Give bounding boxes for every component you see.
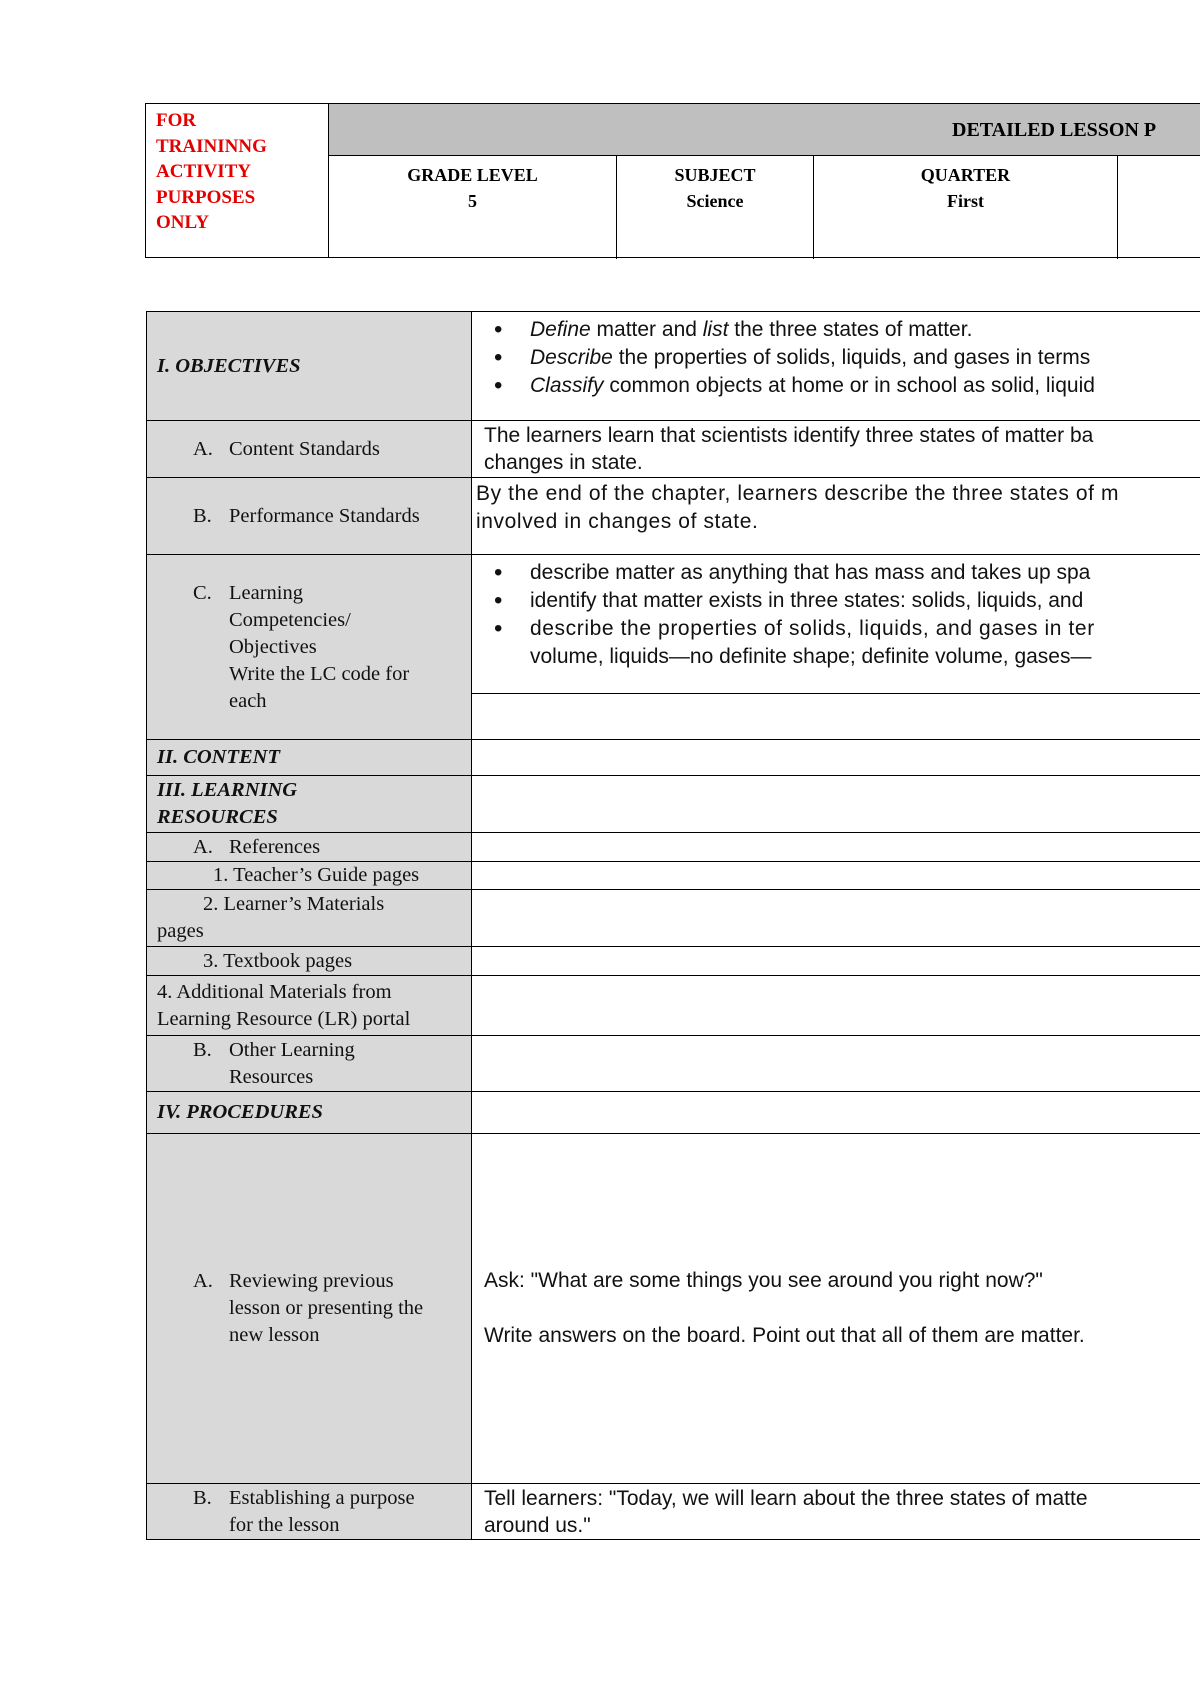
reviewing-ask: Ask: "What are some things you see around you right now?" bbox=[484, 1269, 1043, 1292]
performance-standards-label: Performance Standards bbox=[229, 504, 420, 527]
learning-competencies-label: Learning Competencies/ Objectives Write the LC code for each bbox=[229, 581, 410, 712]
procedures-label: IV. PROCEDURES bbox=[157, 1101, 323, 1123]
lesson-plan-table bbox=[146, 311, 1200, 1540]
grade-level-value: 5 bbox=[468, 191, 477, 211]
references-label: References bbox=[229, 835, 321, 858]
objective-item: • Describe the properties of solids, liquids, and gases in terms bbox=[492, 344, 1200, 372]
performance-standards-text: By the end of the chapter, learners describe the three states of m bbox=[476, 482, 1120, 505]
procedures-row bbox=[147, 1092, 1200, 1134]
reviewing-row: A. Reviewing previous lesson or presenting the new lesson Ask: "What are some things you see around you right now?" Write answers on the board. Point out that all of them are matter. bbox=[147, 1134, 1200, 1484]
disclaimer-line: FOR bbox=[156, 110, 197, 131]
subject-cell bbox=[617, 156, 814, 259]
disclaimer-line: ACTIVITY bbox=[156, 161, 252, 182]
quarter-value: First bbox=[947, 191, 984, 211]
grade-level-cell bbox=[329, 156, 617, 259]
purpose-row: B. Establishing a purpose for the lesson Tell learners: "Today, we will learn about the three states of matte around us." bbox=[147, 1484, 1200, 1540]
disclaimer-line: PURPOSES bbox=[156, 186, 256, 208]
content-label: II. CONTENT bbox=[157, 746, 281, 768]
quarter-cell bbox=[814, 156, 1118, 259]
purpose-label: Establishing a purpose for the lesson bbox=[229, 1486, 415, 1536]
document-title: DETAILED LESSON P bbox=[329, 104, 1200, 156]
objective-item: • Define matter and list the three states of matter. bbox=[492, 316, 1200, 344]
additional-materials-label: 4. Additional Materials from Learning Resource (LR) portal bbox=[157, 980, 411, 1030]
objectives-list bbox=[472, 316, 1200, 400]
learners-materials-label: 2. Learner’s Materials pages bbox=[157, 893, 385, 942]
content-standards-text: The learners learn that scientists identify three states of matter ba bbox=[484, 424, 1094, 447]
learning-resources-label: III. LEARNING RESOURCES bbox=[157, 779, 298, 828]
objectives-row bbox=[147, 312, 1200, 421]
reviewing-write: Write answers on the board. Point out that all of them are matter. bbox=[484, 1324, 1085, 1347]
content-row bbox=[147, 740, 1200, 776]
content-standards-row: A. Content Standards The learners learn that scientists identify three states of matter ba changes in state. bbox=[147, 421, 1200, 478]
subject-label: SUBJECT bbox=[674, 165, 756, 185]
training-disclaimer bbox=[146, 104, 329, 257]
other-resources-row: B. Other Learning Resources bbox=[147, 1036, 1200, 1092]
disclaimer-line: ONLY bbox=[156, 212, 210, 233]
subject-value: Science bbox=[686, 191, 744, 211]
learners-materials-row bbox=[147, 890, 1200, 947]
references-row: A. References bbox=[147, 833, 1200, 862]
other-resources-label: Other Learning Resources bbox=[229, 1038, 355, 1088]
additional-materials-row bbox=[147, 976, 1200, 1036]
competency-item: • describe the properties of solids, liquids, and gases in ter volume, liquids—no definite shape; definite volume, gases— bbox=[492, 615, 1200, 671]
textbook-label: 3. Textbook pages bbox=[203, 949, 353, 972]
competencies-list bbox=[472, 559, 1200, 671]
learning-competencies-row: C. Learning Competencies/ Objectives Write the LC code for each • describe matter as anything that has mass and takes up spa • identify that matter exists in three states: solids, liquids, and • describe the properties of solids, liquids, and gases in ter volume, liquids—no definite shape; definite volume, gases— bbox=[147, 555, 1200, 694]
disclaimer-line: TRAININNG bbox=[156, 135, 267, 157]
header-table bbox=[145, 103, 1200, 258]
competency-item: • identify that matter exists in three states: solids, liquids, and bbox=[492, 587, 1200, 615]
quarter-label: QUARTER bbox=[920, 165, 1011, 185]
lc-code-cell bbox=[472, 694, 1200, 740]
textbook-row bbox=[147, 947, 1200, 976]
extra-header-cell bbox=[1118, 156, 1200, 259]
objectives-label: I. OBJECTIVES bbox=[157, 354, 301, 377]
learning-resources-row bbox=[147, 776, 1200, 833]
teachers-guide-label: 1. Teacher’s Guide pages bbox=[213, 864, 420, 886]
teachers-guide-row bbox=[147, 862, 1200, 890]
grade-level-label: GRADE LEVEL bbox=[407, 165, 538, 185]
purpose-text: Tell learners: "Today, we will learn about the three states of matte bbox=[484, 1486, 1088, 1510]
reviewing-label: Reviewing previous lesson or presenting the new lesson bbox=[229, 1270, 424, 1346]
performance-standards-row: B. Performance Standards By the end of the chapter, learners describe the three states of m involved in changes of state. bbox=[147, 478, 1200, 555]
content-standards-label: Content Standards bbox=[229, 437, 380, 460]
competency-item: • describe matter as anything that has mass and takes up spa bbox=[492, 559, 1200, 587]
objective-item: • Classify common objects at home or in school as solid, liquid bbox=[492, 372, 1200, 400]
